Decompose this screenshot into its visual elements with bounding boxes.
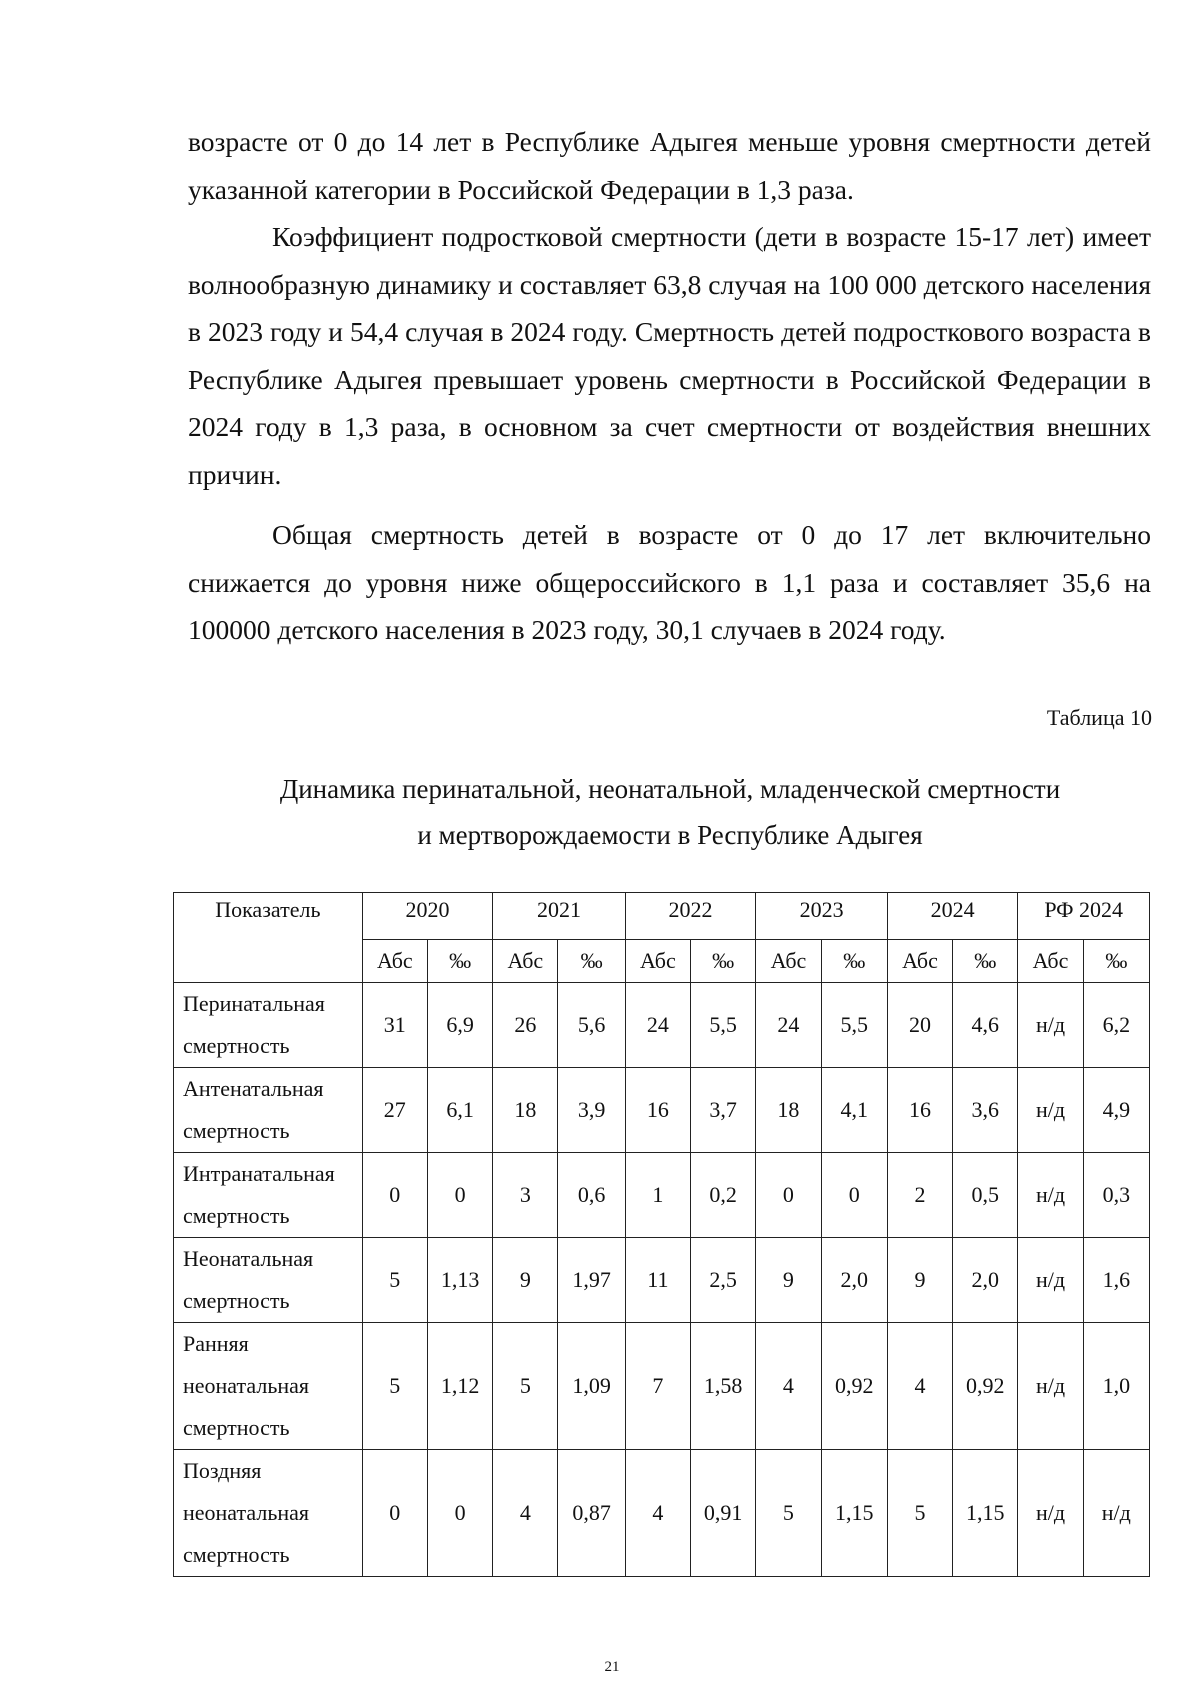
table-cell: 2,5 bbox=[691, 1238, 756, 1323]
table-cell: н/д bbox=[1018, 983, 1083, 1068]
table-cell: 24 bbox=[625, 983, 690, 1068]
mortality-table bbox=[173, 892, 1150, 1577]
table-cell: 5,5 bbox=[691, 983, 756, 1068]
table-cell: 9 bbox=[887, 1238, 952, 1323]
page-number: 21 bbox=[604, 1659, 620, 1675]
table-cell: 1,12 bbox=[427, 1323, 492, 1450]
table-cell: 24 bbox=[756, 983, 821, 1068]
table-cell: н/д bbox=[1083, 1450, 1149, 1577]
table-cell: 0,92 bbox=[953, 1323, 1018, 1450]
table-cell: н/д bbox=[1018, 1323, 1083, 1450]
table-cell: 1,58 bbox=[691, 1323, 756, 1450]
table-cell: 5,6 bbox=[558, 983, 625, 1068]
table-cell: 0,91 bbox=[691, 1450, 756, 1577]
header-permille: ‰ bbox=[821, 940, 887, 983]
row-label: Поздняя неонатальная смертность bbox=[174, 1450, 363, 1577]
table-cell: 2,0 bbox=[953, 1238, 1018, 1323]
header-permille: ‰ bbox=[1083, 940, 1149, 983]
header-year-2023: 2023 bbox=[756, 893, 888, 940]
table-cell: 16 bbox=[625, 1068, 690, 1153]
header-abs: Абс bbox=[625, 940, 690, 983]
table-cell: 2,0 bbox=[821, 1238, 887, 1323]
table-cell: 7 bbox=[625, 1323, 690, 1450]
table-cell: 0 bbox=[756, 1153, 821, 1238]
header-permille: ‰ bbox=[427, 940, 492, 983]
table-cell: 1,97 bbox=[558, 1238, 625, 1323]
table-cell: 18 bbox=[756, 1068, 821, 1153]
table-header-row-years bbox=[174, 893, 1150, 940]
table-cell: 6,1 bbox=[427, 1068, 492, 1153]
table-cell: 5,5 bbox=[821, 983, 887, 1068]
table-cell: н/д bbox=[1018, 1068, 1083, 1153]
table-cell: 1,09 bbox=[558, 1323, 625, 1450]
paragraph-3 bbox=[188, 511, 1151, 654]
table-cell: 1,6 bbox=[1083, 1238, 1149, 1323]
header-year-2021: 2021 bbox=[493, 893, 626, 940]
paragraph-2-text: Коэффициент подростковой смертности (дети в возрасте 15-17 лет) имеет волнообразную динамику и составляет 63,8 случая на 100 000 детского населения в 2023 году и 54,4 случая в 2024 году. Смертность детей подросткового возраста в Республике Адыгея превышает уровень смертности в Российской Федерации в 2024 году в 1,3 раза, в основном за счет смертности от воздействия внешних причин. bbox=[188, 221, 1151, 490]
table-row-antenatal bbox=[174, 1068, 1150, 1153]
table-cell: 0 bbox=[362, 1153, 427, 1238]
table-cell: 5 bbox=[887, 1450, 952, 1577]
table-cell: 0,2 bbox=[691, 1153, 756, 1238]
header-permille: ‰ bbox=[691, 940, 756, 983]
table-cell: 2 bbox=[887, 1153, 952, 1238]
table-cell: 0 bbox=[427, 1153, 492, 1238]
table-cell: 4,1 bbox=[821, 1068, 887, 1153]
table-cell: 26 bbox=[493, 983, 558, 1068]
table-cell: 16 bbox=[887, 1068, 952, 1153]
table-cell: 5 bbox=[362, 1323, 427, 1450]
table-cell: 4 bbox=[625, 1450, 690, 1577]
table-cell: 1,15 bbox=[821, 1450, 887, 1577]
table-cell: 0 bbox=[821, 1153, 887, 1238]
table-cell: 5 bbox=[362, 1238, 427, 1323]
paragraph-1 bbox=[188, 118, 1151, 213]
header-abs: Абс bbox=[756, 940, 821, 983]
table-cell: 5 bbox=[493, 1323, 558, 1450]
table-cell: 11 bbox=[625, 1238, 690, 1323]
table-cell: 9 bbox=[756, 1238, 821, 1323]
table-cell: 0,6 bbox=[558, 1153, 625, 1238]
table-cell: 4 bbox=[756, 1323, 821, 1450]
table-cell: 3,7 bbox=[691, 1068, 756, 1153]
table-cell: н/д bbox=[1018, 1153, 1083, 1238]
table-cell: 4,9 bbox=[1083, 1068, 1149, 1153]
table-cell: 0 bbox=[427, 1450, 492, 1577]
header-year-2022: 2022 bbox=[625, 893, 756, 940]
table-cell: 1,13 bbox=[427, 1238, 492, 1323]
table-cell: 0,87 bbox=[558, 1450, 625, 1577]
table-cell: 9 bbox=[493, 1238, 558, 1323]
row-label: Ранняя неонатальная смертность bbox=[174, 1323, 363, 1450]
table-cell: 6,9 bbox=[427, 983, 492, 1068]
table-row-intranatal bbox=[174, 1153, 1150, 1238]
header-abs: Абс bbox=[887, 940, 952, 983]
header-year-2024: 2024 bbox=[887, 893, 1018, 940]
table-cell: 4 bbox=[887, 1323, 952, 1450]
header-year-2020: 2020 bbox=[362, 893, 493, 940]
table-cell: 27 bbox=[362, 1068, 427, 1153]
table-cell: 1,0 bbox=[1083, 1323, 1149, 1450]
header-abs: Абс bbox=[362, 940, 427, 983]
table-cell: 4 bbox=[493, 1450, 558, 1577]
table-cell: н/д bbox=[1018, 1450, 1083, 1577]
header-abs: Абс bbox=[1018, 940, 1083, 983]
paragraph-1-text: возрасте от 0 до 14 лет в Республике Адыгея меньше уровня смертности детей указанной категории в Российской Федерации в 1,3 раза. bbox=[188, 126, 1151, 205]
paragraph-3-text: Общая смертность детей в возрасте от 0 до 17 лет включительно снижается до уровня ниже общероссийского в 1,1 раза и составляет 35,6 на 100000 детского населения в 2023 году, 30,1 случаев в 2024 году. bbox=[188, 519, 1151, 645]
table-cell: 1 bbox=[625, 1153, 690, 1238]
header-abs: Абс bbox=[493, 940, 558, 983]
row-label: Перинатальная смертность bbox=[174, 983, 363, 1068]
table-title-line-1: Динамика перинатальной, неонатальной, младенческой смертности bbox=[279, 774, 1061, 804]
table-cell: 18 bbox=[493, 1068, 558, 1153]
row-label: Неонатальная смертность bbox=[174, 1238, 363, 1323]
table-cell: 3,9 bbox=[558, 1068, 625, 1153]
table-cell: 4,6 bbox=[953, 983, 1018, 1068]
table-cell: 3,6 bbox=[953, 1068, 1018, 1153]
paragraph-2 bbox=[188, 213, 1151, 498]
table-cell: 20 bbox=[887, 983, 952, 1068]
header-permille: ‰ bbox=[953, 940, 1018, 983]
table-cell: н/д bbox=[1018, 1238, 1083, 1323]
table-row-early-neonatal bbox=[174, 1323, 1150, 1450]
header-permille: ‰ bbox=[558, 940, 625, 983]
table-cell: 31 bbox=[362, 983, 427, 1068]
table-title-line-2: и мертворождаемости в Республике Адыгея bbox=[417, 820, 923, 850]
table-title bbox=[160, 766, 1180, 858]
table-row-late-neonatal bbox=[174, 1450, 1150, 1577]
table-row-neonatal bbox=[174, 1238, 1150, 1323]
table-cell: 3 bbox=[493, 1153, 558, 1238]
table-cell: 0,3 bbox=[1083, 1153, 1149, 1238]
table-cell: 0 bbox=[362, 1450, 427, 1577]
row-label: Антенатальная смертность bbox=[174, 1068, 363, 1153]
header-indicator: Показатель bbox=[174, 893, 363, 983]
table-row-perinatal bbox=[174, 983, 1150, 1068]
table-cell: 6,2 bbox=[1083, 983, 1149, 1068]
table-cell: 0,5 bbox=[953, 1153, 1018, 1238]
table-cell: 5 bbox=[756, 1450, 821, 1577]
table-number: Таблица 10 bbox=[1046, 705, 1152, 730]
table-cell: 1,15 bbox=[953, 1450, 1018, 1577]
header-rf-2024: РФ 2024 bbox=[1018, 893, 1150, 940]
table-cell: 0,92 bbox=[821, 1323, 887, 1450]
row-label: Интранатальная смертность bbox=[174, 1153, 363, 1238]
